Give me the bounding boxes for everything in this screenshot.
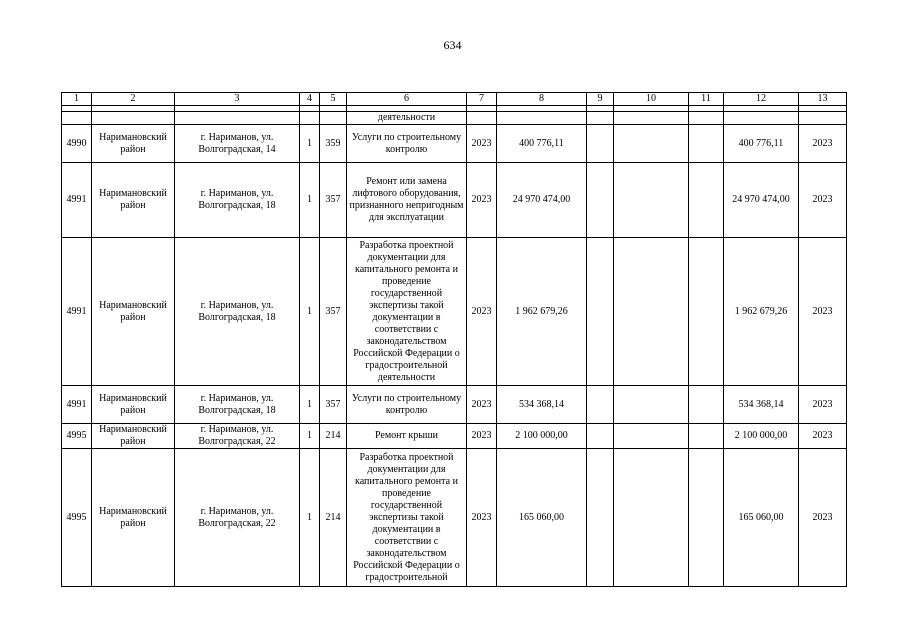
carryover-row — [62, 112, 847, 125]
code: 357 — [320, 163, 347, 238]
district-name: Наримановский район — [92, 125, 175, 163]
work-year: 2023 — [467, 238, 497, 386]
work-year: 2023 — [467, 386, 497, 424]
completion-year: 2023 — [799, 386, 847, 424]
column-10-value — [614, 449, 689, 587]
building-count: 1 — [300, 386, 320, 424]
column-11-value — [689, 386, 724, 424]
table-row — [62, 424, 847, 449]
cost-amount: 24 970 474,00 — [497, 163, 587, 238]
total-amount: 534 368,14 — [724, 386, 799, 424]
column-11-value — [689, 163, 724, 238]
record-number: 4990 — [62, 125, 92, 163]
total-amount: 2 100 000,00 — [724, 424, 799, 449]
column-10-value — [614, 163, 689, 238]
cost-amount: 165 060,00 — [497, 449, 587, 587]
column-11-value — [689, 449, 724, 587]
column-number: 8 — [497, 93, 587, 106]
building-count: 1 — [300, 238, 320, 386]
completion-year: 2023 — [799, 163, 847, 238]
work-description: Услуги по строительному контролю — [347, 386, 467, 424]
district-name: Наримановский район — [92, 163, 175, 238]
address: г. Нариманов, ул. Волгоградская, 22 — [175, 449, 300, 587]
completion-year: 2023 — [799, 449, 847, 587]
column-number: 6 — [347, 93, 467, 106]
column-9-value — [587, 424, 614, 449]
cost-amount: 534 368,14 — [497, 386, 587, 424]
total-amount: 1 962 679,26 — [724, 238, 799, 386]
total-amount: 165 060,00 — [724, 449, 799, 587]
carryover-text: деятельности — [347, 112, 467, 125]
building-count: 1 — [300, 424, 320, 449]
work-year: 2023 — [467, 424, 497, 449]
column-9-value — [587, 386, 614, 424]
district-name: Наримановский район — [92, 424, 175, 449]
record-number: 4991 — [62, 238, 92, 386]
code: 359 — [320, 125, 347, 163]
total-amount: 400 776,11 — [724, 125, 799, 163]
work-description: Разработка проектной документации для капитального ремонта и проведение государственной экспертизы такой документации в соответствии с законодательством Российской Федерации о градостроительной — [347, 449, 467, 587]
work-description: Услуги по строительному контролю — [347, 125, 467, 163]
work-year: 2023 — [467, 449, 497, 587]
column-number: 9 — [587, 93, 614, 106]
column-9-value — [587, 125, 614, 163]
work-year: 2023 — [467, 163, 497, 238]
address: г. Нариманов, ул. Волгоградская, 14 — [175, 125, 300, 163]
table-row — [62, 125, 847, 163]
cost-amount: 2 100 000,00 — [497, 424, 587, 449]
record-number: 4995 — [62, 424, 92, 449]
district-name: Наримановский район — [92, 238, 175, 386]
column-11-value — [689, 238, 724, 386]
column-10-value — [614, 386, 689, 424]
completion-year: 2023 — [799, 424, 847, 449]
record-number: 4995 — [62, 449, 92, 587]
column-11-value — [689, 125, 724, 163]
column-number: 10 — [614, 93, 689, 106]
column-10-value — [614, 238, 689, 386]
code: 214 — [320, 424, 347, 449]
column-9-value — [587, 163, 614, 238]
code: 214 — [320, 449, 347, 587]
total-amount: 24 970 474,00 — [724, 163, 799, 238]
work-year: 2023 — [467, 125, 497, 163]
building-count: 1 — [300, 449, 320, 587]
address: г. Нариманов, ул. Волгоградская, 18 — [175, 238, 300, 386]
address: г. Нариманов, ул. Волгоградская, 22 — [175, 424, 300, 449]
column-number: 11 — [689, 93, 724, 106]
code: 357 — [320, 238, 347, 386]
table-row — [62, 449, 847, 587]
cost-amount: 400 776,11 — [497, 125, 587, 163]
register-table — [61, 92, 847, 587]
column-number: 4 — [300, 93, 320, 106]
column-number: 13 — [799, 93, 847, 106]
building-count: 1 — [300, 163, 320, 238]
column-10-value — [614, 424, 689, 449]
district-name: Наримановский район — [92, 386, 175, 424]
address: г. Нариманов, ул. Волгоградская, 18 — [175, 163, 300, 238]
column-number: 2 — [92, 93, 175, 106]
column-number: 3 — [175, 93, 300, 106]
cost-amount: 1 962 679,26 — [497, 238, 587, 386]
district-name: Наримановский район — [92, 449, 175, 587]
table-row — [62, 386, 847, 424]
column-9-value — [587, 238, 614, 386]
table-row — [62, 238, 847, 386]
column-number-row — [62, 93, 847, 106]
column-number: 7 — [467, 93, 497, 106]
column-9-value — [587, 449, 614, 587]
column-11-value — [689, 424, 724, 449]
table-row — [62, 163, 847, 238]
column-number: 5 — [320, 93, 347, 106]
completion-year: 2023 — [799, 238, 847, 386]
record-number: 4991 — [62, 163, 92, 238]
column-10-value — [614, 125, 689, 163]
page-number: 634 — [443, 38, 462, 52]
record-number: 4991 — [62, 386, 92, 424]
building-count: 1 — [300, 125, 320, 163]
column-number: 12 — [724, 93, 799, 106]
code: 357 — [320, 386, 347, 424]
completion-year: 2023 — [799, 125, 847, 163]
address: г. Нариманов, ул. Волгоградская, 18 — [175, 386, 300, 424]
work-description: Разработка проектной документации для капитального ремонта и проведение государственной экспертизы такой документации в соответствии с законодательством Российской Федерации о градостроительной деятельности — [347, 238, 467, 386]
work-description: Ремонт или замена лифтового оборудования, признанного непригодным для эксплуатации — [347, 163, 467, 238]
work-description: Ремонт крыши — [347, 424, 467, 449]
column-number: 1 — [62, 93, 92, 106]
